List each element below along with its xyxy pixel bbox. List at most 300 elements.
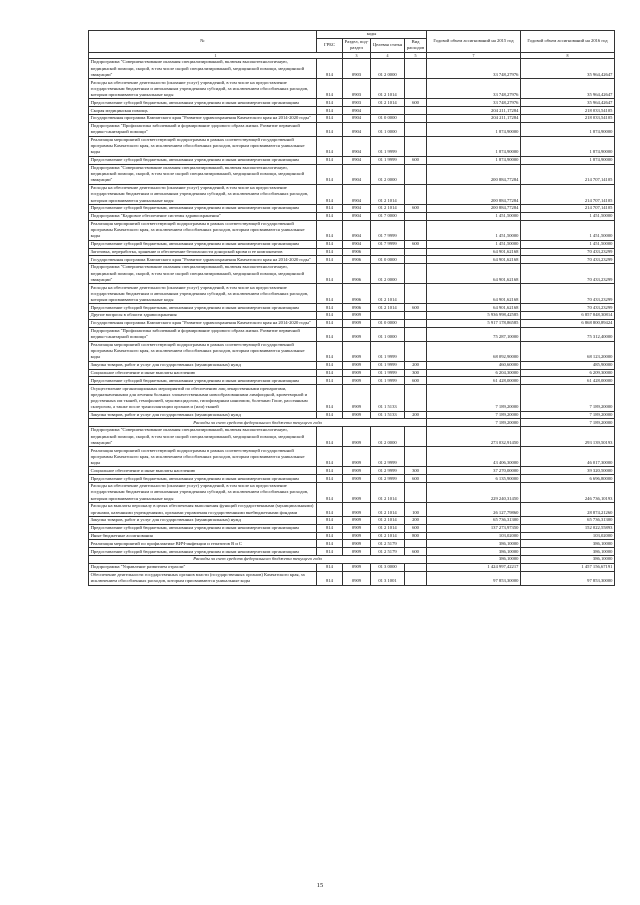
amount-2015-cell: 1 874,90000 bbox=[427, 136, 521, 156]
budget-table bbox=[88, 30, 615, 586]
amount-2016-cell: 70 433,23299 bbox=[521, 256, 615, 264]
section-cell: 0909 bbox=[343, 571, 371, 585]
exptype-cell: 600 bbox=[405, 524, 427, 532]
target-cell: 01 1 0000 bbox=[371, 122, 405, 136]
amount-2016-cell: 386,10000 bbox=[521, 548, 615, 556]
table-row bbox=[89, 122, 615, 136]
grbs-cell: 814 bbox=[317, 284, 343, 304]
exptype-cell: 800 bbox=[405, 532, 427, 540]
table-row bbox=[89, 369, 615, 377]
exptype-cell bbox=[405, 164, 427, 184]
table-row bbox=[89, 136, 615, 156]
table-row bbox=[89, 517, 615, 525]
amount-2016-cell: 39 320,50000 bbox=[521, 467, 615, 475]
table-row bbox=[89, 540, 615, 548]
section-cell: 0906 bbox=[343, 284, 371, 304]
target-cell: 01 2 9999 bbox=[371, 467, 405, 475]
grbs-cell: 814 bbox=[317, 312, 343, 320]
grbs-cell: 814 bbox=[317, 264, 343, 284]
amount-2016-cell: 68 123,20000 bbox=[521, 341, 615, 361]
section-cell: 0909 bbox=[343, 312, 371, 320]
description-cell: Расходы на обеспечение деятельности (оказание услуг) учреждений, в том числе на предоставление государственным бюджетным и автономным учреждениям субсидий, за исключением обособленных расходов, которым присваиваются уникальные коды bbox=[89, 79, 317, 99]
amount-2016-cell: 1 874,90000 bbox=[521, 156, 615, 164]
section-cell: 0904 bbox=[343, 240, 371, 248]
amount-2015-cell: 43 406,30000 bbox=[427, 447, 521, 467]
amount-2015-cell: 61 428,00000 bbox=[427, 377, 521, 385]
exptype-cell: 600 bbox=[405, 240, 427, 248]
description-cell: Обеспечение деятельности государственных органов власти (государственных органов) Камчатского края, за исключением обособленных расходов, которым присваиваются уникальные коды bbox=[89, 571, 317, 585]
page-number: 15 bbox=[316, 882, 324, 889]
grbs-cell: 814 bbox=[317, 411, 343, 419]
grbs-cell: 814 bbox=[317, 319, 343, 327]
table-row bbox=[89, 447, 615, 467]
amount-2015-cell: 64 901,62168 bbox=[427, 304, 521, 312]
amount-2016-cell: 70 433,23299 bbox=[521, 248, 615, 256]
amount-2016-cell: 1 874,90000 bbox=[521, 122, 615, 136]
target-cell: 01 1 5133 bbox=[371, 411, 405, 419]
grbs-cell: 814 bbox=[317, 107, 343, 115]
header-year-2016: Годовой объем ассигнований на 2016 год bbox=[521, 31, 615, 53]
description-cell: Реализация мероприятий соответствующей подпрограммы в рамках соответствующей государственной программы Камчатского края, за исключением обособленных расходов, которым присваиваются уникальные коды bbox=[89, 220, 317, 240]
grbs-cell: 814 bbox=[317, 136, 343, 156]
target-cell: 01 2 0000 bbox=[371, 427, 405, 447]
exptype-cell bbox=[405, 284, 427, 304]
section-cell: 0904 bbox=[343, 122, 371, 136]
table-row bbox=[89, 475, 615, 483]
amount-2015-cell: 64 901,62168 bbox=[427, 256, 521, 264]
amount-2015-cell: 7 189,20000 bbox=[427, 411, 521, 419]
grbs-cell: 814 bbox=[317, 59, 343, 79]
section-cell: 0909 bbox=[343, 482, 371, 502]
amount-2015-cell: 386,10000 bbox=[427, 548, 521, 556]
amount-2015-cell: 5 936 998,42585 bbox=[427, 312, 521, 320]
description-cell: Социальное обеспечение и иные выплаты населению bbox=[89, 369, 317, 377]
grbs-cell: 814 bbox=[317, 220, 343, 240]
description-cell: Подпрограмма "Управление развитием отрасли" bbox=[89, 563, 317, 571]
grbs-cell: 814 bbox=[317, 482, 343, 502]
table-row bbox=[89, 319, 615, 327]
grbs-cell: 814 bbox=[317, 248, 343, 256]
target-cell: 01 0 0000 bbox=[371, 256, 405, 264]
exptype-cell bbox=[405, 319, 427, 327]
target-cell: 01 1 9999 bbox=[371, 156, 405, 164]
grbs-cell: 814 bbox=[317, 548, 343, 556]
grbs-cell: 814 bbox=[317, 304, 343, 312]
grbs-cell: 814 bbox=[317, 467, 343, 475]
section-cell: 0909 bbox=[343, 319, 371, 327]
target-cell: 01 7 0000 bbox=[371, 212, 405, 220]
description-cell: Реализация мероприятий соответствующей подпрограммы в рамках соответствующей государственной программы Камчатского края, за исключением обособленных расходов, которым присваиваются уникальные коды bbox=[89, 341, 317, 361]
target-cell: 01 3 0000 bbox=[371, 563, 405, 571]
exptype-cell bbox=[405, 256, 427, 264]
grbs-cell: 814 bbox=[317, 503, 343, 517]
grbs-cell: 814 bbox=[317, 327, 343, 341]
description-cell: Предоставление субсидий бюджетным, автономным учреждениям и иным некоммерческим организациям bbox=[89, 156, 317, 164]
amount-2016-cell: 61 428,00000 bbox=[521, 377, 615, 385]
target-cell: 01 2 1014 bbox=[371, 532, 405, 540]
section-cell: 0904 bbox=[343, 115, 371, 123]
header-row-1 bbox=[89, 31, 615, 39]
table-row bbox=[89, 548, 615, 556]
target-cell: 01 1 9999 bbox=[371, 361, 405, 369]
amount-2016-cell: 1 451,50000 bbox=[521, 220, 615, 240]
exptype-cell: 600 bbox=[405, 99, 427, 107]
grbs-cell: 814 bbox=[317, 532, 343, 540]
section-cell: 0909 bbox=[343, 475, 371, 483]
section-cell: 0906 bbox=[343, 248, 371, 256]
amount-2016-cell: 97 853,30000 bbox=[521, 571, 615, 585]
amount-2015-cell: 1 874,90000 bbox=[427, 156, 521, 164]
grbs-cell: 814 bbox=[317, 122, 343, 136]
description-cell: Осуществление организационных мероприятий по обеспечению лиц лекарственными препаратами, предназначенными для лечения больных злокачественными новообразованиями лимфоидной, кроветворной и родственных им тканей, гемофилией, муковисцидозом, гипофизарным нанизмом, болезнью Гоше, рассеянным склерозом, а также после трансплантации органов и (или) тканей bbox=[89, 385, 317, 411]
description-cell: Предоставление субсидий бюджетным, автономным учреждениям и иным некоммерческим организациям bbox=[89, 377, 317, 385]
section-cell: 0909 bbox=[343, 447, 371, 467]
amount-2016-cell: 7 189,20000 bbox=[521, 385, 615, 411]
target-cell: 01 2 1014 bbox=[371, 517, 405, 525]
grbs-cell: 814 bbox=[317, 517, 343, 525]
section-cell: 0904 bbox=[343, 156, 371, 164]
section-cell: 0906 bbox=[343, 304, 371, 312]
description-cell: Закупка товаров, работ и услуг для государственных (муниципальных) нужд bbox=[89, 411, 317, 419]
section-cell: 0909 bbox=[343, 467, 371, 475]
amount-2015-cell: 386,10000 bbox=[427, 556, 521, 564]
amount-2016-cell: 6 209,30000 bbox=[521, 369, 615, 377]
exptype-cell bbox=[405, 59, 427, 79]
target-cell: 01 2 1014 bbox=[371, 503, 405, 517]
grbs-cell: 814 bbox=[317, 79, 343, 99]
header-target: Целевая статья bbox=[371, 38, 405, 52]
description-cell: Социальное обеспечение и иные выплаты населению bbox=[89, 467, 317, 475]
amount-2015-cell: 33 748,27976 bbox=[427, 59, 521, 79]
description-cell: Подпрограмма "Совершенствование оказания специализированной, включая высокотехнологичную, медицинской помощи, скорой, в том числе скорой специализированной, медицинской помощи, медицинской эвакуации" bbox=[89, 427, 317, 447]
description-cell: Предоставление субсидий бюджетным, автономным учреждениям и иным некоммерческим организациям bbox=[89, 99, 317, 107]
section-cell: 0909 bbox=[343, 540, 371, 548]
index-cell: 4 bbox=[371, 52, 405, 58]
amount-2016-cell: 293 139,50193 bbox=[521, 427, 615, 447]
table-row bbox=[89, 212, 615, 220]
exptype-cell: 600 bbox=[405, 548, 427, 556]
target-cell: 01 7 9999 bbox=[371, 220, 405, 240]
table-row bbox=[89, 248, 615, 256]
amount-2015-cell: 1 451,50000 bbox=[427, 212, 521, 220]
table-row bbox=[89, 107, 615, 115]
description-cell: Расходы на выплаты персоналу в целях обеспечения выполнения функций государственными (муниципальными) органами, казенными учреждениями, органами управления государственными внебюджетными фондами bbox=[89, 503, 317, 517]
description-cell: Закупка товаров, работ и услуг для государственных (муниципальных) нужд bbox=[89, 517, 317, 525]
section-cell: 0909 bbox=[343, 411, 371, 419]
amount-2015-cell: 64 901,62168 bbox=[427, 284, 521, 304]
section-cell: 0909 bbox=[343, 369, 371, 377]
target-cell: 01 2 1014 bbox=[371, 524, 405, 532]
amount-2016-cell: 7 189,20000 bbox=[521, 419, 615, 427]
table-row bbox=[89, 563, 615, 571]
description-cell: Государственная программа Камчатского края "Развитие здравоохранения Камчатского края на 2014-2020 годы" bbox=[89, 319, 317, 327]
grbs-cell: 814 bbox=[317, 571, 343, 585]
amount-2016-cell: 75 312,40000 bbox=[521, 327, 615, 341]
header-codes: коды bbox=[317, 31, 427, 39]
description-cell: Подпрограмма "Кадровое обеспечение системы здравоохранения" bbox=[89, 212, 317, 220]
table-row bbox=[89, 79, 615, 99]
exptype-cell bbox=[405, 115, 427, 123]
section-cell: 0909 bbox=[343, 532, 371, 540]
grbs-cell: 814 bbox=[317, 164, 343, 184]
section-cell: 0906 bbox=[343, 256, 371, 264]
amount-2015-cell: 6 204,30000 bbox=[427, 369, 521, 377]
exptype-cell bbox=[405, 264, 427, 284]
section-cell: 0909 bbox=[343, 327, 371, 341]
amount-2015-cell: 204 211,17284 bbox=[427, 115, 521, 123]
amount-2016-cell: 246 736,10193 bbox=[521, 482, 615, 502]
description-cell: Предоставление субсидий бюджетным, автономным учреждениям и иным некоммерческим организациям bbox=[89, 524, 317, 532]
description-cell: Реализация мероприятий соответствующей подпрограммы в рамках соответствующей государственной программы Камчатского края, за исключением обособленных расходов, которым присваиваются уникальные коды bbox=[89, 136, 317, 156]
description-cell: Закупка товаров, работ и услуг для государственных (муниципальных) нужд bbox=[89, 361, 317, 369]
amount-2015-cell: 460,60000 bbox=[427, 361, 521, 369]
amount-2016-cell: 70 433,23299 bbox=[521, 264, 615, 284]
section-cell: 0906 bbox=[343, 264, 371, 284]
description-cell: Расходы на обеспечение деятельности (оказание услуг) учреждений, в том числе на предоставление государственным бюджетным и автономным учреждениям субсидий, за исключением обособленных расходов, которым присваиваются уникальные коды bbox=[89, 184, 317, 204]
section-cell: 0903 bbox=[343, 99, 371, 107]
exptype-cell bbox=[405, 540, 427, 548]
section-cell: 0909 bbox=[343, 341, 371, 361]
table-row bbox=[89, 503, 615, 517]
amount-2016-cell: 152 022,55893 bbox=[521, 524, 615, 532]
table-row bbox=[89, 264, 615, 284]
amount-2016-cell: 485,90000 bbox=[521, 361, 615, 369]
table-row bbox=[89, 220, 615, 240]
amount-2016-cell: 6 696,80000 bbox=[521, 475, 615, 483]
section-cell: 0904 bbox=[343, 212, 371, 220]
target-cell: 01 2 9999 bbox=[371, 475, 405, 483]
description-cell: Подпрограмма "Совершенствование оказания специализированной, включая высокотехнологичную, медицинской помощи, скорой, в том числе скорой специализированной, медицинской помощи, медицинской эвакуации" bbox=[89, 264, 317, 284]
table-row bbox=[89, 240, 615, 248]
amount-2015-cell: 37 270,00000 bbox=[427, 467, 521, 475]
table-row bbox=[89, 99, 615, 107]
table-row bbox=[89, 115, 615, 123]
description-cell: Предоставление субсидий бюджетным, автономным учреждениям и иным некоммерческим организациям bbox=[89, 205, 317, 213]
section-cell: 0909 bbox=[343, 548, 371, 556]
exptype-cell bbox=[405, 563, 427, 571]
amount-2015-cell: 7 189,20000 bbox=[427, 385, 521, 411]
exptype-cell bbox=[405, 122, 427, 136]
description-cell: Другие вопросы в области здравоохранения bbox=[89, 312, 317, 320]
amount-2015-cell: 137 273,97350 bbox=[427, 524, 521, 532]
section-cell: 0909 bbox=[343, 517, 371, 525]
exptype-cell bbox=[405, 248, 427, 256]
header-section: Раздел, под-раздел bbox=[343, 38, 371, 52]
exptype-cell: 200 bbox=[405, 411, 427, 419]
amount-2016-cell: 28 874,21260 bbox=[521, 503, 615, 517]
amount-2015-cell: 5 917 178,86585 bbox=[427, 319, 521, 327]
amount-2015-cell: 204 211,17284 bbox=[427, 107, 521, 115]
amount-2015-cell: 1 424 997,42217 bbox=[427, 563, 521, 571]
amount-2015-cell: 1 451,50000 bbox=[427, 220, 521, 240]
grbs-cell: 814 bbox=[317, 524, 343, 532]
target-cell: 01 2 1014 bbox=[371, 205, 405, 213]
header-exptype: Вид расходов bbox=[405, 38, 427, 52]
exptype-cell bbox=[405, 212, 427, 220]
table-body bbox=[89, 59, 615, 585]
target-cell: 01 2 0000 bbox=[371, 164, 405, 184]
section-cell: 0904 bbox=[343, 136, 371, 156]
header-year-2015: Годовой объем ассигнований на 2015 год bbox=[427, 31, 521, 53]
target-cell bbox=[371, 312, 405, 320]
section-cell: 0909 bbox=[343, 524, 371, 532]
target-cell: 01 1 9999 bbox=[371, 341, 405, 361]
target-cell: 01 1 0000 bbox=[371, 327, 405, 341]
table-row bbox=[89, 205, 615, 213]
amount-2015-cell: 6 135,90000 bbox=[427, 475, 521, 483]
exptype-cell bbox=[405, 79, 427, 99]
amount-2015-cell: 1 874,90000 bbox=[427, 122, 521, 136]
table-row bbox=[89, 467, 615, 475]
description-cell: Заготовка, переработка, хранение и обеспечение безопасности донорской крови и ее компонентов bbox=[89, 248, 317, 256]
table-row bbox=[89, 411, 615, 419]
table-row bbox=[89, 532, 615, 540]
amount-2016-cell: 35 964,42647 bbox=[521, 99, 615, 107]
exptype-cell bbox=[405, 327, 427, 341]
description-cell: Предоставление субсидий бюджетным, автономным учреждениям и иным некоммерческим организациям bbox=[89, 304, 317, 312]
amount-2015-cell: 273 032,91450 bbox=[427, 427, 521, 447]
amount-2016-cell: 35 964,42647 bbox=[521, 79, 615, 99]
header-number: № bbox=[89, 31, 317, 53]
amount-2016-cell: 218 033,54105 bbox=[521, 107, 615, 115]
amount-2015-cell: 75 287,10000 bbox=[427, 327, 521, 341]
amount-2015-cell: 33 748,27976 bbox=[427, 79, 521, 99]
exptype-cell bbox=[405, 136, 427, 156]
grbs-cell: 814 bbox=[317, 205, 343, 213]
section-cell: 0903 bbox=[343, 59, 371, 79]
table-row bbox=[89, 341, 615, 361]
section-cell: 0909 bbox=[343, 385, 371, 411]
amount-2015-cell: 65 736,31300 bbox=[427, 517, 521, 525]
target-cell: 01 2 1014 bbox=[371, 482, 405, 502]
grbs-cell: 814 bbox=[317, 99, 343, 107]
description-cell: Предоставление субсидий бюджетным, автономным учреждениям и иным некоммерческим организациям bbox=[89, 240, 317, 248]
amount-2016-cell: 1 457 156,67191 bbox=[521, 563, 615, 571]
table-row bbox=[89, 327, 615, 341]
description-cell: Реализация мероприятий по профилактике ВИЧ-инфекции и гепатитов B и C bbox=[89, 540, 317, 548]
grbs-cell: 814 bbox=[317, 361, 343, 369]
target-cell: 01 1 5133 bbox=[371, 385, 405, 411]
note-cell: Расходы за счет средств федерального бюджета текущего года bbox=[89, 556, 427, 564]
target-cell bbox=[371, 107, 405, 115]
amount-2015-cell: 386,10000 bbox=[427, 540, 521, 548]
section-cell: 0909 bbox=[343, 427, 371, 447]
amount-2016-cell: 7 189,20000 bbox=[521, 411, 615, 419]
description-cell: Расходы на обеспечение деятельности (оказание услуг) учреждений, в том числе на предоставление государственным бюджетным и автономным учреждениям субсидий, за исключением обособленных расходов, которым присваиваются уникальные коды bbox=[89, 482, 317, 502]
note-cell: Расходы за счет средств федерального бюджета текущего года bbox=[89, 419, 427, 427]
table-note-row bbox=[89, 556, 615, 564]
target-cell: 01 2 1014 bbox=[371, 184, 405, 204]
grbs-cell: 814 bbox=[317, 212, 343, 220]
section-cell: 0909 bbox=[343, 361, 371, 369]
amount-2016-cell: 35 964,42647 bbox=[521, 59, 615, 79]
description-cell: Иные бюджетные ассигнования bbox=[89, 532, 317, 540]
amount-2016-cell: 70 433,23299 bbox=[521, 284, 615, 304]
table-row bbox=[89, 184, 615, 204]
amount-2015-cell: 1 451,50000 bbox=[427, 240, 521, 248]
grbs-cell: 814 bbox=[317, 475, 343, 483]
amount-2015-cell: 97 853,30000 bbox=[427, 571, 521, 585]
section-cell: 0904 bbox=[343, 220, 371, 240]
amount-2015-cell: 33 748,27976 bbox=[427, 99, 521, 107]
exptype-cell bbox=[405, 107, 427, 115]
table-row bbox=[89, 156, 615, 164]
amount-2015-cell: 229 240,31450 bbox=[427, 482, 521, 502]
target-cell: 01 2 0000 bbox=[371, 264, 405, 284]
table-row bbox=[89, 377, 615, 385]
grbs-cell: 814 bbox=[317, 427, 343, 447]
target-cell: 01 7 9999 bbox=[371, 240, 405, 248]
grbs-cell: 814 bbox=[317, 256, 343, 264]
grbs-cell: 814 bbox=[317, 447, 343, 467]
amount-2016-cell: 1 874,90000 bbox=[521, 136, 615, 156]
exptype-cell: 100 bbox=[405, 503, 427, 517]
amount-2016-cell: 386,10000 bbox=[521, 556, 615, 564]
target-cell: 01 1 9999 bbox=[371, 136, 405, 156]
grbs-cell: 814 bbox=[317, 341, 343, 361]
target-cell: 01 1 9999 bbox=[371, 369, 405, 377]
target-cell: 01 3 1001 bbox=[371, 571, 405, 585]
target-cell: 01 1 9999 bbox=[371, 377, 405, 385]
header-grbs: ГРБС bbox=[317, 38, 343, 52]
target-cell: 01 2 1014 bbox=[371, 79, 405, 99]
target-cell: 01 2 1014 bbox=[371, 304, 405, 312]
table-row bbox=[89, 427, 615, 447]
target-cell: 01 2 5179 bbox=[371, 548, 405, 556]
table-row bbox=[89, 304, 615, 312]
amount-2016-cell: 214 707,14105 bbox=[521, 205, 615, 213]
description-cell: Подпрограмма "Совершенствование оказания специализированной, включая высокотехнологичную, медицинской помощи, скорой, в том числе скорой специализированной, медицинской помощи, медицинской эвакуации" bbox=[89, 164, 317, 184]
section-cell: 0904 bbox=[343, 164, 371, 184]
index-cell: 8 bbox=[521, 52, 615, 58]
description-cell: Подпрограмма "Профилактика заболеваний и формирование здорового образа жизни. Развитие первичной медико-санитарной помощи" bbox=[89, 122, 317, 136]
exptype-cell bbox=[405, 482, 427, 502]
grbs-cell: 814 bbox=[317, 385, 343, 411]
index-cell: 3 bbox=[343, 52, 371, 58]
table-row bbox=[89, 312, 615, 320]
description-cell: Государственная программа Камчатского края "Развитие здравоохранения Камчатского края на 2014-2020 годы" bbox=[89, 256, 317, 264]
table-row bbox=[89, 164, 615, 184]
exptype-cell: 300 bbox=[405, 467, 427, 475]
amount-2016-cell: 214 707,14105 bbox=[521, 164, 615, 184]
amount-2016-cell: 218 033,54105 bbox=[521, 115, 615, 123]
target-cell: 01 2 9999 bbox=[371, 447, 405, 467]
amount-2016-cell: 65 736,31300 bbox=[521, 517, 615, 525]
amount-2015-cell: 26 127,79860 bbox=[427, 503, 521, 517]
table-note-row bbox=[89, 419, 615, 427]
amount-2016-cell: 70 433,23299 bbox=[521, 304, 615, 312]
exptype-cell: 200 bbox=[405, 361, 427, 369]
description-cell: Скорая медицинская помощь bbox=[89, 107, 317, 115]
index-cell: 1 bbox=[89, 52, 343, 58]
index-cell: 7 bbox=[427, 52, 521, 58]
target-cell: 01 0 0000 bbox=[371, 319, 405, 327]
target-cell: 01 0 0000 bbox=[371, 115, 405, 123]
exptype-cell bbox=[405, 341, 427, 361]
amount-2015-cell: 200 884,77284 bbox=[427, 205, 521, 213]
exptype-cell: 600 bbox=[405, 205, 427, 213]
amount-2016-cell: 6 868 800,89424 bbox=[521, 319, 615, 327]
exptype-cell bbox=[405, 447, 427, 467]
table-row bbox=[89, 256, 615, 264]
target-cell: 01 2 1014 bbox=[371, 99, 405, 107]
exptype-cell: 600 bbox=[405, 475, 427, 483]
description-cell: Реализация мероприятий соответствующей подпрограммы в рамках соответствующей государственной программы Камчатского края, за исключением обособленных расходов, которым присваиваются уникальные коды bbox=[89, 447, 317, 467]
grbs-cell: 814 bbox=[317, 156, 343, 164]
exptype-cell bbox=[405, 427, 427, 447]
amount-2016-cell: 46 017,30000 bbox=[521, 447, 615, 467]
exptype-cell bbox=[405, 312, 427, 320]
